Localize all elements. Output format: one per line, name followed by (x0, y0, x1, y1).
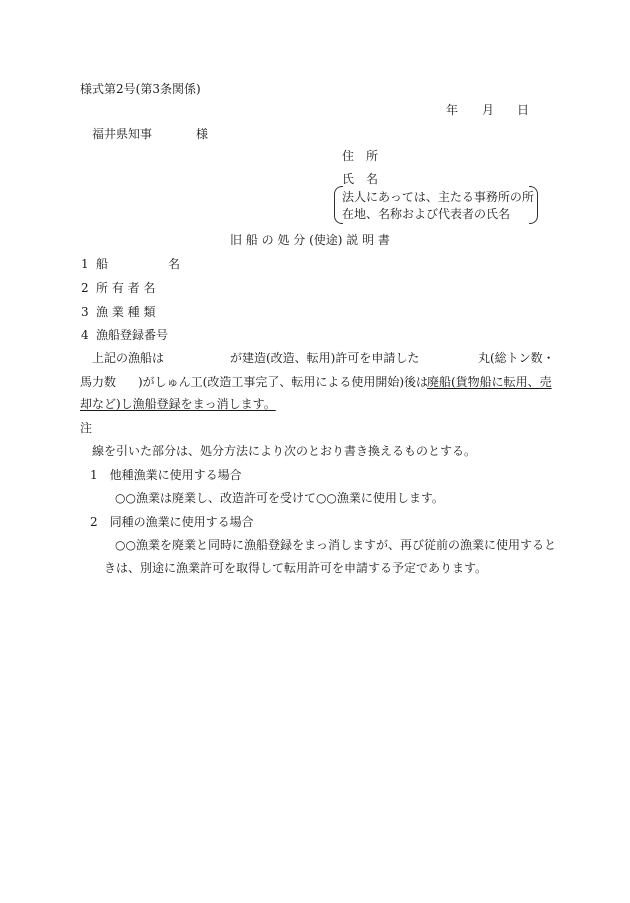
case1-title: 1 他種漁業に使用する場合 (90, 468, 242, 482)
form-number: 様式第2号(第3条関係) (80, 82, 201, 96)
item-4-label: 漁船登録番号 (96, 328, 169, 342)
body-line1-part1: 上記の漁船は (92, 351, 165, 365)
date-year-label: 年 (446, 103, 459, 117)
honorific: 様 (196, 127, 209, 141)
item-1-label: 船 名 (96, 257, 181, 271)
corporation-note (336, 186, 534, 224)
item-1-number: 1 (81, 257, 89, 271)
case2-text-line2: きは、別途に漁業許可を取得して転用許可を申請する予定であります。 (104, 561, 488, 575)
document-title: 旧 船 の 処 分 (使途) 説 明 書 (230, 233, 390, 247)
name-label: 氏 名 (342, 172, 379, 186)
right-bracket (529, 186, 538, 224)
body-line1-part3: 丸(総トン数・ (478, 351, 555, 365)
item-2-number: 2 (81, 281, 89, 295)
body-line3-underlined: 却など)し漁船登録をまっ消します。 (80, 397, 276, 411)
address-label: 住 所 (342, 149, 379, 163)
body-line2-part1: 馬力数 (80, 375, 117, 389)
case2-text-line1: ○○漁業を廃業と同時に漁船登録をまっ消しますが、再び従前の漁業に使用すると (115, 538, 556, 552)
body-line2-underlined: 廃船(貨物船に転用、売 (427, 375, 552, 389)
item-3-number: 3 (81, 305, 89, 319)
date-month-label: 月 (482, 103, 495, 117)
case2-title: 2 同種の漁業に使用する場合 (90, 515, 254, 529)
item-2-label: 所 有 者 名 (96, 281, 156, 295)
item-4-number: 4 (81, 328, 89, 342)
body-line2-part2: )がしゅん工(改造工事完了、転用による使用開始)後は (138, 375, 429, 389)
case1-text: ○○漁業は廃業し、改造許可を受けて○○漁業に使用します。 (115, 491, 444, 505)
addressee: 福井県知事 (92, 127, 153, 141)
corporation-note-line2: 在地、名称および代表者の氏名 (342, 207, 511, 221)
note-heading: 注 (80, 421, 93, 435)
corporation-note-line1: 法人にあっては、主たる事務所の所 (342, 190, 534, 204)
item-3-label: 漁 業 種 類 (96, 305, 156, 319)
date-day-label: 日 (517, 103, 530, 117)
body-line1-part2: が建造(改造、転用)許可を申請した (230, 351, 420, 365)
note-intro: 線を引いた部分は、処分方法により次のとおり書き換えるものとする。 (92, 444, 477, 458)
